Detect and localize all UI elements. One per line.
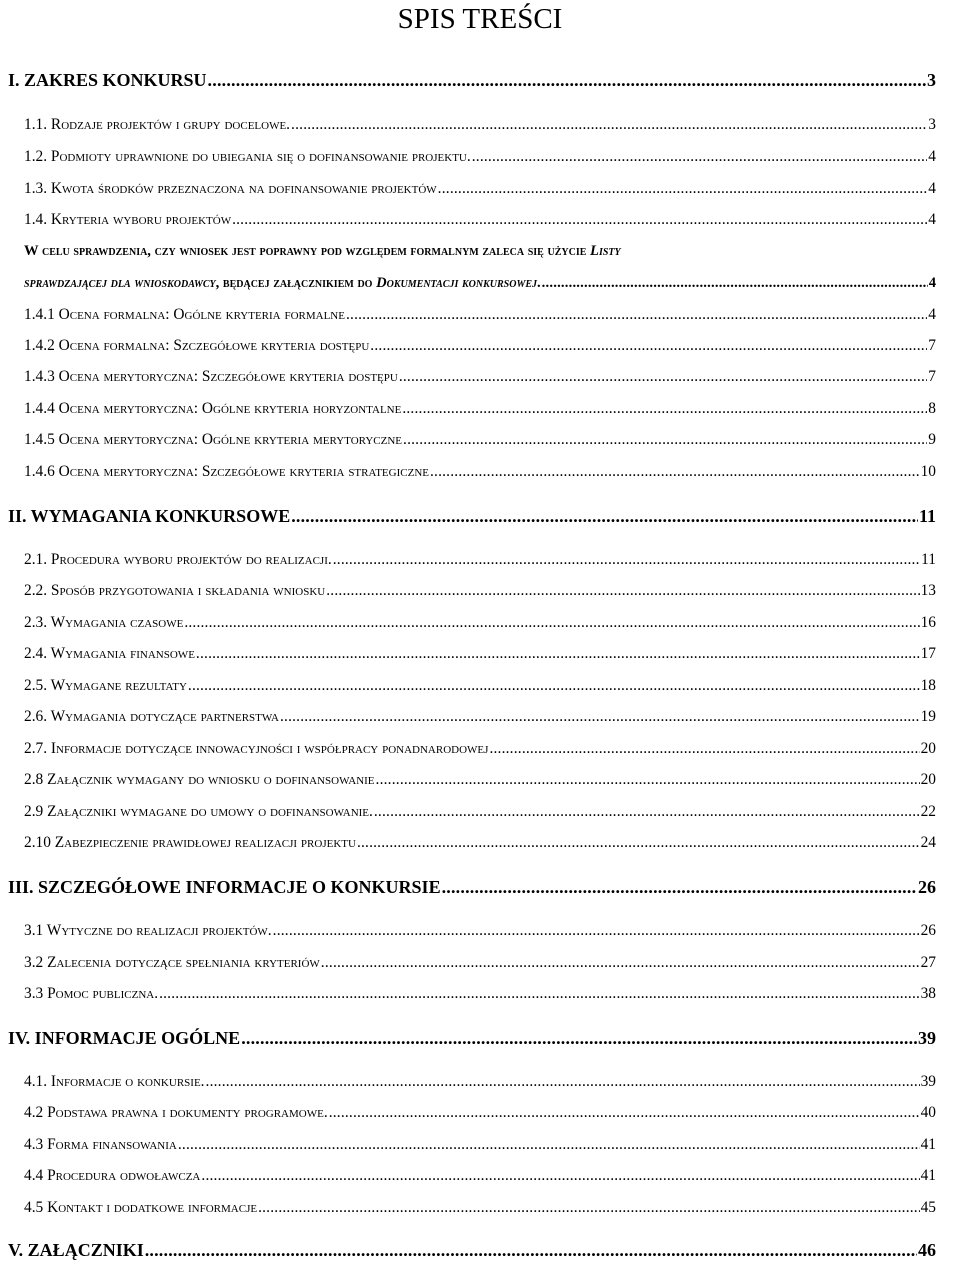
toc-entry-title: V. ZAŁĄCZNIKI [8, 1240, 144, 1260]
toc-page-number: 17 [920, 645, 936, 662]
toc-leader-dots [188, 677, 920, 695]
toc-entry-1-4-4[interactable] [24, 400, 936, 418]
toc-entry-title: 2.6. Wymagania dotyczące partnerstwa [24, 708, 279, 725]
toc-leader-dots [321, 954, 920, 972]
toc-leader-dots [472, 148, 928, 166]
toc-page-number: 18 [920, 677, 936, 694]
toc-leader-dots [542, 275, 928, 292]
toc-page-number: 40 [920, 1104, 936, 1121]
toc-entry-1-3[interactable] [24, 180, 936, 198]
toc-note-text: , będącej załącznikiem do [215, 275, 377, 291]
toc-page-number: 26 [918, 877, 936, 897]
toc-entry-4-3[interactable] [24, 1136, 936, 1154]
toc-entry-title: 4.1. Informacje o konkursie. [24, 1073, 205, 1090]
toc-leader-dots [438, 180, 928, 198]
toc-entry-2-1[interactable] [24, 551, 936, 569]
toc-leader-dots [442, 877, 917, 898]
toc-entry-title: 3.2 Zalecenia dotyczące spełniania kryteriów [24, 954, 320, 971]
toc-entry-title: 2.10 Zabezpieczenie prawidłowej realizacji projektu [24, 834, 356, 851]
toc-leader-dots [201, 1167, 919, 1185]
toc-entry-title: 3.3 Pomoc publiczna. [24, 985, 159, 1002]
toc-leader-dots [208, 70, 926, 91]
page-title: SPIS TREŚCI [397, 3, 563, 35]
toc-page-number: 22 [920, 803, 936, 820]
toc-entry-1-1[interactable] [24, 116, 936, 134]
toc-leader-dots [489, 740, 919, 758]
toc-entry-title: 1.1. Rodzaje projektów i grupy docelowe. [24, 116, 291, 133]
toc-entry-chapter-5[interactable] [8, 1240, 936, 1261]
toc-entry-chapter-1[interactable] [8, 70, 936, 91]
toc-entry-title: 2.7. Informacje dotyczące innowacyjności i współpracy ponadnarodowej [24, 740, 489, 757]
toc-entry-title: 2.1. Procedura wyboru projektów do realizacji. [24, 551, 332, 568]
toc-page-number: 20 [920, 740, 936, 757]
toc-leader-dots [346, 306, 927, 324]
toc-leader-dots [273, 922, 920, 940]
toc-entry-title: 1.4. Kryteria wyboru projektów [24, 211, 232, 228]
toc-entry-3-3[interactable] [24, 985, 936, 1003]
toc-page-number: 26 [920, 922, 936, 939]
toc-page-number: 13 [920, 582, 936, 599]
toc-page-number: 38 [920, 985, 936, 1002]
toc-entry-1-4-1[interactable] [24, 306, 936, 324]
toc-note-text: W celu sprawdzenia, czy wniosek jest poprawny pod względem formalnym zaleca się użycie [24, 243, 591, 259]
toc-page-number: 7 [928, 337, 936, 354]
toc-page-number: 16 [920, 614, 936, 631]
toc-entry-1-4[interactable] [24, 211, 936, 229]
toc-leader-dots [357, 834, 920, 852]
toc-entry-chapter-3[interactable] [8, 877, 936, 898]
toc-entry-title: 4.3 Forma finansowania [24, 1136, 177, 1153]
toc-page-number: 27 [920, 954, 936, 971]
toc-entry-title: 1.4.5 Ocena merytoryczna: Ogólne kryteria merytoryczne [24, 431, 403, 448]
toc-leader-dots [374, 803, 920, 821]
toc-entry-2-8[interactable] [24, 771, 936, 789]
toc-entry-4-5[interactable] [24, 1199, 936, 1217]
toc-leader-dots [291, 116, 927, 134]
toc-note-entry[interactable] [24, 275, 936, 292]
toc-leader-dots [291, 506, 918, 527]
toc-entry-4-4[interactable] [24, 1167, 936, 1185]
toc-note-text: . [537, 275, 541, 291]
toc-entry-title: 2.3. Wymagania czasowe [24, 614, 184, 631]
toc-entry-2-3[interactable] [24, 614, 936, 632]
toc-entry-title: 2.8 Załącznik wymagany do wniosku o dofinansowanie [24, 771, 375, 788]
toc-page-number: 7 [928, 368, 936, 385]
toc-entry-title: 4.5 Kontakt i dodatkowe informacje [24, 1199, 258, 1216]
toc-leader-dots [430, 463, 920, 481]
toc-page-number: 4 [928, 211, 936, 228]
toc-page-number: 39 [920, 1073, 936, 1090]
toc-entry-3-1[interactable] [24, 922, 936, 940]
toc-entry-title: 1.4.3 Ocena merytoryczna: Szczegółowe kryteria dostępu [24, 368, 398, 385]
toc-entry-title: 1.4.2 Ocena formalna: Szczegółowe kryteria dostępu [24, 337, 370, 354]
toc-entry-title: 2.9 Załączniki wymagane do umowy o dofinansowanie. [24, 803, 373, 820]
toc-entry-2-4[interactable] [24, 645, 936, 663]
toc-entry-3-2[interactable] [24, 954, 936, 972]
toc-page-number: 11 [918, 506, 936, 526]
toc-entry-title: 1.4.4 Ocena merytoryczna: Ogólne kryteria horyzontalne [24, 400, 402, 417]
toc-entry-2-2[interactable] [24, 582, 936, 600]
toc-entry-1-4-5[interactable] [24, 431, 936, 449]
toc-entry-1-4-2[interactable] [24, 337, 936, 355]
toc-entry-title: 1.4.1 Ocena formalna: Ogólne kryteria formalne [24, 306, 345, 323]
toc-note-italic: Listy [590, 243, 621, 259]
toc-entry-2-9[interactable] [24, 803, 936, 821]
toc-entry-title: 3.1 Wytyczne do realizacji projektów. [24, 922, 272, 939]
toc-page-number: 3 [927, 70, 936, 90]
toc-entry-1-2[interactable] [24, 148, 936, 166]
toc-leader-dots [145, 1240, 917, 1261]
toc-page-number: 19 [920, 708, 936, 725]
toc-note-line-1 [24, 243, 936, 260]
toc-leader-dots [403, 431, 927, 449]
toc-entry-title: I. ZAKRES KONKURSU [8, 70, 207, 90]
toc-leader-dots [184, 614, 919, 632]
toc-page-number: 41 [920, 1136, 936, 1153]
toc-entry-2-7[interactable] [24, 740, 936, 758]
toc-entry-title: 1.2. Podmioty uprawnione do ubiegania się o dofinansowanie projektu. [24, 148, 471, 165]
toc-page-number: 45 [920, 1199, 936, 1216]
toc-page-number: 4 [928, 306, 936, 323]
toc-entry-title: II. WYMAGANIA KONKURSOWE [8, 506, 291, 526]
toc-leader-dots [196, 645, 920, 663]
toc-entry-title: 4.4 Procedura odwoławcza [24, 1167, 201, 1184]
toc-leader-dots [329, 1104, 920, 1122]
toc-leader-dots [376, 771, 920, 789]
toc-entry-4-1[interactable] [24, 1073, 936, 1091]
toc-leader-dots [258, 1199, 920, 1217]
toc-leader-dots [232, 211, 927, 229]
toc-entry-2-10[interactable] [24, 834, 936, 852]
toc-entry-1-4-3[interactable] [24, 368, 936, 386]
toc-page-number: 8 [928, 400, 936, 417]
toc-entry-title: 1.4.6 Ocena merytoryczna: Szczegółowe kryteria strategiczne [24, 463, 429, 480]
toc-entry-4-2[interactable] [24, 1104, 936, 1122]
toc-leader-dots [402, 400, 927, 418]
toc-entry-title: 2.2. Sposób przygotowania i składania wniosku [24, 582, 326, 599]
toc-page-number: 4 [928, 148, 936, 165]
toc-leader-dots [280, 708, 920, 726]
toc-leader-dots [370, 337, 927, 355]
toc-page-number: 10 [920, 463, 936, 480]
toc-entry-2-6[interactable] [24, 708, 936, 726]
toc-page-number: 20 [920, 771, 936, 788]
toc-page-number: 39 [918, 1028, 936, 1048]
toc-leader-dots [241, 1028, 917, 1049]
toc-leader-dots [159, 985, 920, 1003]
toc-leader-dots [326, 582, 919, 600]
toc-page-number: 24 [920, 834, 936, 851]
toc-entry-chapter-2[interactable] [8, 506, 936, 527]
toc-page-number: 4 [928, 180, 936, 197]
toc-page-number: 3 [928, 116, 936, 133]
toc-leader-dots [178, 1136, 920, 1154]
toc-entry-title: IV. INFORMACJE OGÓLNE [8, 1028, 241, 1048]
toc-entry-chapter-4[interactable] [8, 1028, 936, 1049]
toc-entry-title [24, 275, 541, 292]
toc-page-number: 9 [928, 431, 936, 448]
toc-page-number: 11 [921, 551, 936, 568]
toc-leader-dots [333, 551, 920, 569]
toc-entry-title: III. SZCZEGÓŁOWE INFORMACJE O KONKURSIE [8, 877, 441, 897]
toc-entry-title: 2.5. Wymagane rezultaty [24, 677, 187, 694]
toc-note-italic: sprawdzającej dla wnioskodawcy [24, 275, 216, 291]
toc-entry-title: 1.3. Kwota środków przeznaczona na dofinansowanie projektów [24, 180, 437, 197]
toc-entry-title: 2.4. Wymagania finansowe [24, 645, 195, 662]
toc-entry-title: 4.2 Podstawa prawna i dokumenty programowe. [24, 1104, 328, 1121]
toc-entry-2-5[interactable] [24, 677, 936, 695]
toc-page-number: 4 [928, 275, 936, 291]
toc-page-number: 41 [920, 1167, 936, 1184]
toc-entry-1-4-6[interactable] [24, 463, 936, 481]
toc-page-number: 46 [918, 1240, 936, 1260]
toc-leader-dots [399, 368, 927, 386]
toc-note-italic: Dokumentacji konkursowej [376, 275, 538, 291]
toc-leader-dots [206, 1073, 920, 1091]
